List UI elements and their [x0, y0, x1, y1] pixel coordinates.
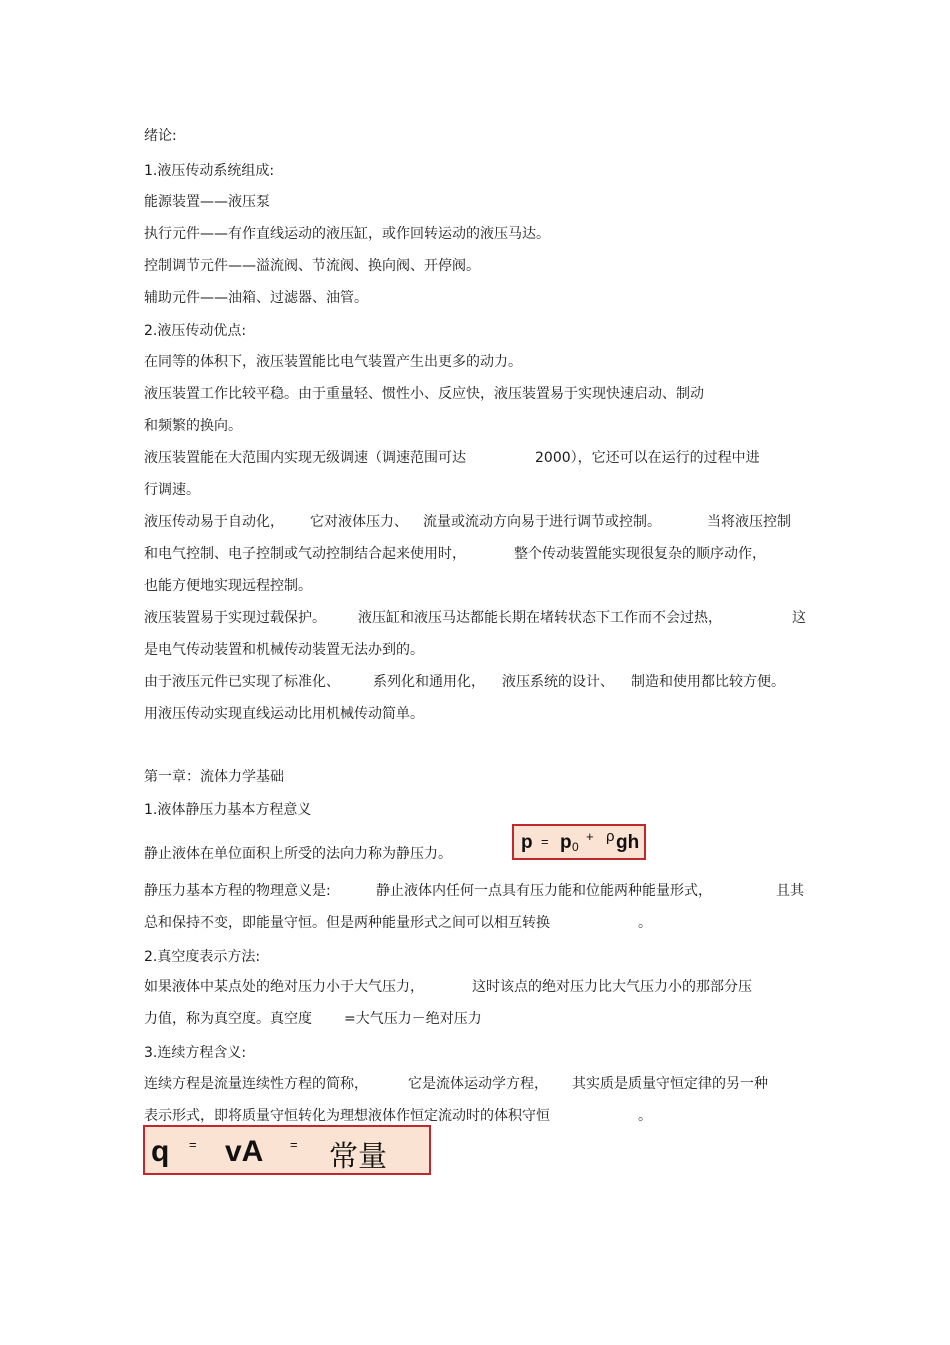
text-segment: 液压系统的设计、 — [502, 674, 614, 690]
section-title: 2.真空度表示方法: — [144, 949, 261, 965]
paragraph-line: 行调速。 — [144, 482, 200, 498]
formula-symbol: gh — [616, 832, 640, 853]
chapter-heading: 第一章：流体力学基础 — [144, 769, 284, 785]
text-segment: 表示形式，即将质量守恒转化为理想液体作恒定流动时的体积守恒 — [144, 1108, 550, 1124]
list-item: 控制调节元件——溢流阀、节流阀、换向阀、开停阀。 — [144, 258, 480, 274]
text-segment: 如果液体中某点处的绝对压力小于大气压力， — [144, 979, 424, 995]
paragraph-line: 用液压传动实现直线运动比用机械传动简单。 — [144, 706, 424, 722]
paragraph-line: 和频繁的换向。 — [144, 418, 242, 434]
text-segment: 2000），它还可以在运行的过程中进 — [535, 450, 760, 466]
formula-term: 常量 — [329, 1139, 388, 1173]
section-title: 1.液体静压力基本方程意义 — [144, 802, 312, 818]
paragraph-line: 静止液体在单位面积上所受的法向力称为静压力。 — [144, 846, 452, 862]
list-item: 执行元件——有作直线运动的液压缸，或作回转运动的液压马达。 — [144, 226, 550, 242]
continuity-formula — [143, 1125, 431, 1175]
paragraph-line: 也能方便地实现远程控制。 — [144, 578, 312, 594]
formula-operator: = — [290, 1137, 298, 1152]
text-segment: 液压装置能在大范围内实现无级调速（调速范围可达 — [144, 450, 466, 466]
formula-operator: + — [586, 829, 594, 844]
text-segment: 其实质是质量守恒定律的另一种 — [572, 1076, 768, 1092]
formula-symbol: q — [151, 1135, 170, 1168]
list-item: 能源装置——液压泵 — [144, 194, 270, 210]
paragraph-line: 是电气传动装置和机械传动装置无法办到的。 — [144, 642, 424, 658]
text-segment: 流量或流动方向易于进行调节或控制。 — [423, 514, 661, 530]
text-segment: 连续方程是流量连续性方程的简称， — [144, 1076, 368, 1092]
static-pressure-formula — [512, 824, 646, 860]
text-segment: 液压传动易于自动化， — [144, 514, 284, 530]
text-segment: 且其 — [776, 883, 804, 899]
formula-symbol: p — [521, 832, 533, 853]
text-segment: 。 — [638, 1108, 652, 1124]
formula-symbol: p — [560, 832, 572, 853]
formula-operator: = — [541, 834, 549, 849]
text-segment: 液压装置易于实现过载保护。 — [144, 610, 326, 626]
text-segment: 液压缸和液压马达都能长期在堵转状态下工作而不会过热， — [358, 610, 722, 626]
text-segment: 它是流体运动学方程， — [408, 1076, 548, 1092]
text-segment: 和电气控制、电子控制或气动控制结合起来使用时， — [144, 546, 466, 562]
formula-operator: = — [189, 1137, 197, 1152]
text-segment: 总和保持不变，即能量守恒。但是两种能量形式之间可以相互转换 — [144, 915, 550, 931]
intro-heading: 绪论: — [144, 128, 177, 144]
formula-subscript: 0 — [572, 840, 579, 854]
paragraph-line: 液压装置工作比较平稳。由于重量轻、惯性小、反应快，液压装置易于实现快速启动、制动 — [144, 386, 704, 402]
list-item: 辅助元件——油箱、过滤器、油管。 — [144, 290, 368, 306]
text-segment: 静止液体内任何一点具有压力能和位能两种能量形式， — [376, 883, 712, 899]
formula-symbol: ρ — [606, 828, 615, 845]
text-segment: 力值，称为真空度。真空度 — [144, 1011, 312, 1027]
formula-symbol: vA — [225, 1135, 264, 1168]
text-segment: =大气压力－绝对压力 — [344, 1011, 482, 1027]
paragraph-line: 在同等的体积下，液压装置能比电气装置产生出更多的动力。 — [144, 354, 522, 370]
text-segment: 由于液压元件已实现了标准化、 — [144, 674, 340, 690]
text-segment: 这 — [792, 610, 806, 626]
section-title: 2.液压传动优点: — [144, 323, 247, 339]
text-segment: 它对液体压力、 — [310, 514, 408, 530]
text-segment: 。 — [638, 915, 652, 931]
text-segment: 这时该点的绝对压力比大气压力小的那部分压 — [472, 979, 752, 995]
section-title: 1.液压传动系统组成: — [144, 163, 275, 179]
section-title: 3.连续方程含义: — [144, 1045, 247, 1061]
text-segment: 整个传动装置能实现很复杂的顺序动作， — [514, 546, 766, 562]
text-segment: 制造和使用都比较方便。 — [631, 674, 785, 690]
text-segment: 系列化和通用化， — [373, 674, 485, 690]
text-segment: 静压力基本方程的物理意义是: — [144, 883, 331, 899]
text-segment: 当将液压控制 — [707, 514, 791, 530]
